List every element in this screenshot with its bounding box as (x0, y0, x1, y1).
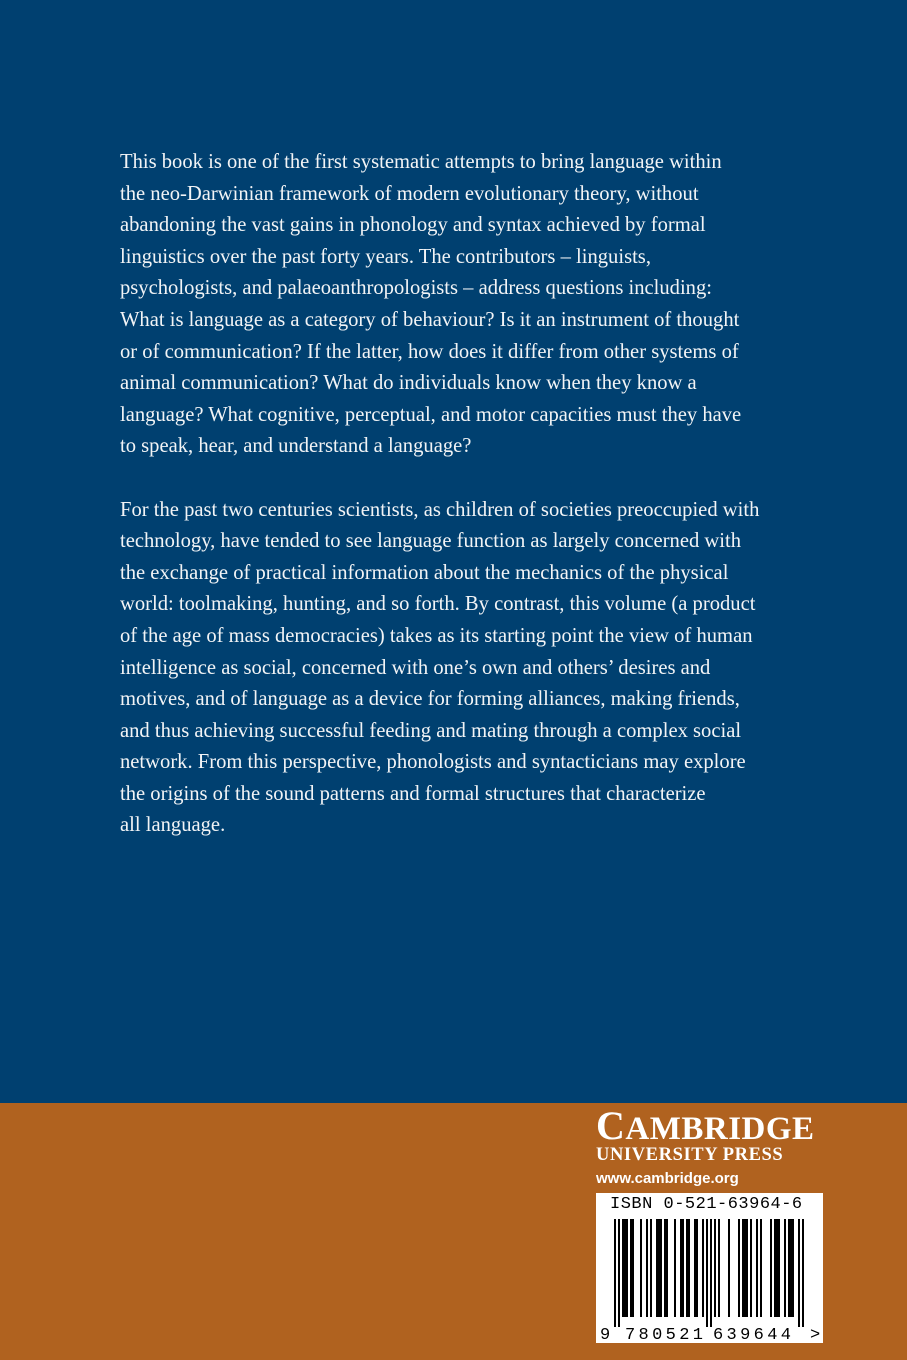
blurb-line: abandoning the vast gains in phonology and syntax achieved by formal (120, 214, 706, 237)
barcode-bar (632, 1219, 634, 1317)
blurb-line: language? What cognitive, perceptual, and motor capacities must they have (120, 403, 742, 426)
barcode-bar (622, 1219, 624, 1317)
publisher-name (596, 1103, 815, 1149)
barcode-bar (714, 1219, 716, 1317)
isbn-barcode (596, 1193, 823, 1343)
barcode-bar (626, 1219, 628, 1317)
blurb-line: linguistics over the past forty years. The contributors – linguists, (120, 245, 651, 268)
barcode-bar (614, 1219, 616, 1327)
barcode-bar (694, 1219, 696, 1317)
blurb-line: the origins of the sound patterns and formal structures that characterize (120, 782, 706, 805)
barcode-bar (666, 1219, 668, 1317)
barcode-bar (674, 1219, 676, 1317)
barcode-bar (656, 1219, 658, 1317)
barcode-bar (798, 1219, 800, 1327)
barcode-bar (770, 1219, 772, 1317)
barcode-bar (750, 1219, 752, 1317)
barcode-bar (710, 1219, 712, 1327)
isbn-label: ISBN 0-521-63964-6 (610, 1195, 803, 1214)
blurb (120, 147, 790, 874)
barcode-bar (658, 1219, 660, 1317)
publisher-subtitle: UNIVERSITY PRESS (596, 1145, 784, 1165)
barcode-digits-left: 780521 (625, 1326, 703, 1343)
barcode-bar (728, 1219, 730, 1317)
barcode-quiet-mark: > (810, 1326, 821, 1343)
blurb-line: to speak, hear, and understand a language? (120, 435, 472, 458)
barcode-bar (756, 1219, 758, 1317)
barcode-bar (686, 1219, 688, 1317)
blurb-line: network. From this perspective, phonologists and syntacticians may explore (120, 751, 746, 774)
blurb-line: the neo-Darwinian framework of modern evolutionary theory, without (120, 182, 699, 205)
blurb-paragraph-2 (120, 495, 790, 843)
barcode-bar (738, 1219, 740, 1317)
blurb-line: intelligence as social, concerned with one’s own and others’ desires and (120, 656, 711, 679)
blurb-line: or of communication? If the latter, how does it differ from other systems of (120, 340, 739, 363)
barcode-bar (680, 1219, 682, 1317)
barcode-bar (790, 1219, 792, 1317)
blurb-line: motives, and of language as a device for forming alliances, making friends, (120, 688, 740, 711)
blurb-line: all language. (120, 814, 226, 837)
blurb-line: What is language as a category of behaviour? Is it an instrument of thought (120, 308, 740, 331)
blurb-line: of the age of mass democracies) takes as its starting point the view of human (120, 624, 753, 647)
barcode-bar (760, 1219, 762, 1317)
blurb-line: technology, have tended to see language function as largely concerned with (120, 530, 742, 553)
blurb-line: the exchange of practical information about the mechanics of the physical (120, 561, 729, 584)
barcode-bar (682, 1219, 684, 1317)
barcode-digits-right: 639644 (713, 1326, 791, 1343)
barcode-bar (788, 1219, 790, 1317)
barcode-bar (706, 1219, 708, 1327)
blurb-line: and thus achieving successful feeding and mating through a complex social (120, 719, 742, 742)
barcode-digit-lead: 9 (600, 1326, 611, 1343)
publisher-name-initial: C (596, 1103, 626, 1148)
barcode-bar (688, 1219, 690, 1317)
publisher-name-rest: AMBRIDGE (625, 1111, 815, 1147)
barcode-bar (792, 1219, 794, 1317)
barcode-bar (774, 1219, 776, 1317)
barcode-bars (614, 1219, 804, 1327)
barcode-bar (660, 1219, 662, 1317)
barcode-graphic (596, 1193, 823, 1343)
publisher-url: www.cambridge.org (596, 1170, 739, 1187)
barcode-bar (746, 1219, 748, 1317)
barcode-bar (696, 1219, 698, 1317)
barcode-bar (718, 1219, 720, 1317)
barcode-bar (640, 1219, 642, 1317)
barcode-bar (702, 1219, 704, 1317)
barcode-bar (778, 1219, 780, 1317)
blurb-paragraph-1 (120, 147, 790, 463)
barcode-bar (618, 1219, 620, 1327)
barcode-bar (802, 1219, 804, 1327)
blurb-line: world: toolmaking, hunting, and so forth. By contrast, this volume (a product (120, 593, 756, 616)
barcode-bar (624, 1219, 626, 1317)
barcode-bar (646, 1219, 648, 1317)
barcode-bar (664, 1219, 666, 1317)
barcode-bar (784, 1219, 786, 1317)
blurb-line: This book is one of the first systematic attempts to bring language within (120, 151, 722, 173)
barcode-bar (650, 1219, 652, 1317)
blurb-line: For the past two centuries scientists, as children of societies preoccupied with (120, 498, 760, 521)
barcode-bar (742, 1219, 744, 1317)
barcode-bar (776, 1219, 778, 1317)
barcode-bar (630, 1219, 632, 1317)
barcode-bar (744, 1219, 746, 1317)
blurb-line: psychologists, and palaeoanthropologists – address questions including: (120, 277, 712, 300)
blurb-line: animal communication? What do individuals know when they know a (120, 372, 697, 395)
